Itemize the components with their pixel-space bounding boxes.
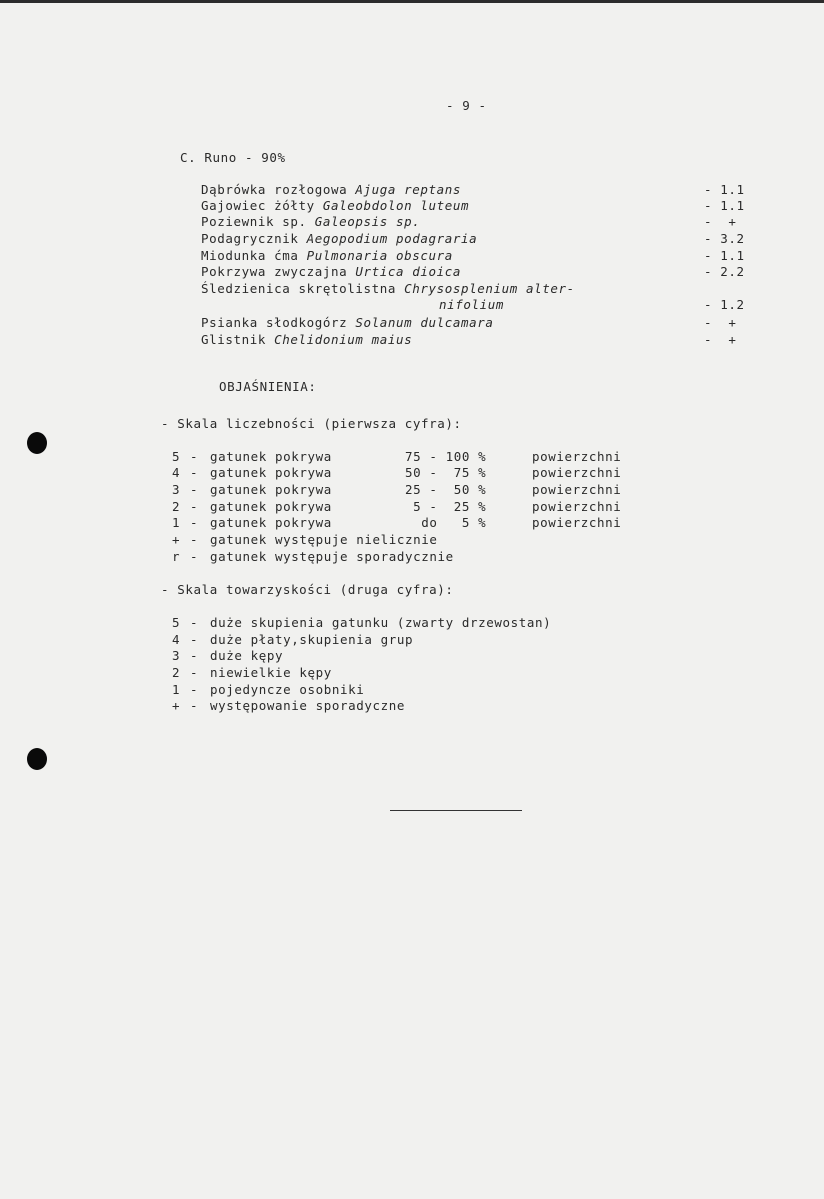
footer-rule — [390, 810, 522, 811]
scale-code: 2 — [172, 665, 181, 680]
scale-text: duże skupienia gatunku (zwarty drzewostan) — [210, 615, 552, 630]
species-latin-name: Solanum dulcamara — [355, 315, 494, 330]
scale-dash: - — [190, 682, 199, 697]
species-latin-name: Chelidonium maius — [274, 332, 413, 347]
scale-dash: - — [190, 482, 199, 497]
species-value: - 1.1 — [704, 198, 745, 213]
species-latin-name: Galeopsis sp. — [314, 214, 421, 229]
scale-dash: - — [190, 615, 199, 630]
section-title: C. Runo - 90% — [180, 150, 286, 165]
abundance-heading: - Skala liczebności (pierwsza cyfra): — [161, 416, 462, 431]
scale-code: r — [172, 549, 181, 564]
scale-unit: powierzchni — [532, 499, 622, 514]
species-common-name: Dąbrówka rozłogowa — [201, 182, 348, 197]
species-value: - + — [704, 332, 737, 347]
scale-code: + — [172, 532, 181, 547]
species-common-name: Miodunka ćma — [201, 248, 299, 263]
list-item — [201, 332, 412, 348]
species-value: - 1.1 — [704, 182, 745, 197]
scale-code: 5 — [172, 615, 181, 630]
scale-text: występowanie sporadyczne — [210, 698, 406, 713]
species-common-name: Poziewnik sp. — [201, 214, 307, 229]
scale-code: 3 — [172, 648, 181, 663]
scale-range: do 5 % — [405, 515, 487, 530]
scale-code: 1 — [172, 515, 181, 530]
scale-dash: - — [190, 698, 199, 713]
scale-unit: powierzchni — [532, 515, 622, 530]
scale-range: 5 - 25 % — [405, 499, 487, 514]
punch-hole — [27, 748, 47, 770]
scale-code: 1 — [172, 682, 181, 697]
page-edge — [0, 0, 824, 3]
list-item — [201, 281, 575, 297]
scale-dash: - — [190, 499, 199, 514]
scale-text: gatunek pokrywa — [210, 482, 332, 497]
species-common-name: Podagrycznik — [201, 231, 299, 246]
scale-unit: powierzchni — [532, 482, 622, 497]
species-latin-name: Ajuga reptans — [355, 182, 462, 197]
list-item — [201, 182, 461, 198]
scale-dash: - — [190, 465, 199, 480]
species-common-name: Glistnik — [201, 332, 267, 347]
scale-code: 2 — [172, 499, 181, 514]
scale-text: pojedyncze osobniki — [210, 682, 365, 697]
species-value: - 3.2 — [704, 231, 745, 246]
scale-dash: - — [190, 449, 199, 464]
species-latin-name: Galeobdolon luteum — [322, 198, 470, 213]
scale-dash: - — [190, 549, 199, 564]
species-value: - 1.2 — [704, 297, 745, 312]
scale-text: gatunek występuje sporadycznie — [210, 549, 454, 564]
species-latin-name: Chrysosplenium alter- — [404, 281, 575, 296]
scale-code: + — [172, 698, 181, 713]
scale-dash: - — [190, 632, 199, 647]
scale-dash: - — [190, 515, 199, 530]
species-common-name: Śledzienica skrętolistna — [201, 281, 397, 296]
scale-code: 5 — [172, 449, 181, 464]
scale-dash: - — [190, 665, 199, 680]
scale-text: gatunek występuje nielicznie — [210, 532, 438, 547]
list-item — [201, 198, 469, 214]
species-common-name: Pokrzywa zwyczajna — [201, 264, 348, 279]
scale-range: 75 - 100 % — [405, 449, 487, 464]
scale-range: 25 - 50 % — [405, 482, 487, 497]
sociability-heading: - Skala towarzyskości (druga cyfra): — [161, 582, 454, 597]
scale-text: duże płaty,skupienia grup — [210, 632, 414, 647]
species-common-name: Gajowiec żółty — [201, 198, 315, 213]
scale-dash: - — [190, 532, 199, 547]
scale-text: niewielkie kępy — [210, 665, 332, 680]
punch-hole — [27, 432, 47, 454]
legend-title: OBJAŚNIENIA: — [219, 379, 317, 394]
list-item — [201, 248, 453, 264]
species-common-name: Psianka słodkogórz — [201, 315, 348, 330]
scale-dash: - — [190, 648, 199, 663]
scale-code: 4 — [172, 632, 181, 647]
species-value: - + — [704, 214, 737, 229]
species-latin-name: Aegopodium podagraria — [306, 231, 478, 246]
list-item — [201, 264, 461, 280]
list-item — [201, 214, 420, 230]
scale-text: gatunek pokrywa — [210, 449, 332, 464]
species-latin-name-continued: nifolium — [439, 297, 505, 312]
scale-text: gatunek pokrywa — [210, 515, 332, 530]
scale-unit: powierzchni — [532, 465, 622, 480]
species-value: - 1.1 — [704, 248, 745, 263]
scale-unit: powierzchni — [532, 449, 622, 464]
species-latin-name: Urtica dioica — [355, 264, 462, 279]
scale-text: gatunek pokrywa — [210, 499, 332, 514]
list-item — [201, 315, 494, 331]
scale-range: 50 - 75 % — [405, 465, 487, 480]
page-number: - 9 - — [446, 98, 487, 113]
species-value: - 2.2 — [704, 264, 745, 279]
scale-text: gatunek pokrywa — [210, 465, 332, 480]
list-item — [201, 231, 477, 247]
scale-code: 4 — [172, 465, 181, 480]
scale-code: 3 — [172, 482, 181, 497]
species-latin-name: Pulmonaria obscura — [306, 248, 453, 263]
scale-text: duże kępy — [210, 648, 284, 663]
species-value: - + — [704, 315, 737, 330]
